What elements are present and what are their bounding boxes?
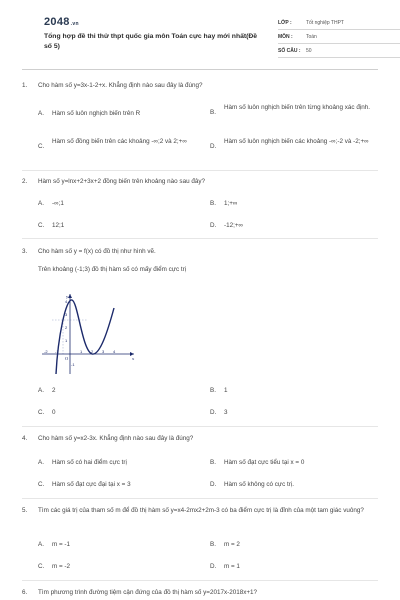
option-letter: C.	[38, 563, 45, 570]
option-text: -∞;1	[52, 200, 64, 207]
x-tick-label: 3	[102, 349, 105, 354]
option-letter: C.	[38, 409, 45, 416]
option-a[interactable]	[38, 387, 198, 396]
option-b[interactable]	[210, 104, 380, 118]
option-d[interactable]	[210, 138, 380, 152]
option-text: Hàm số không có cực trị.	[224, 481, 295, 488]
option-text: Hàm số đạt cực tiểu tại x = 0	[224, 459, 305, 466]
option-text: 1;+∞	[224, 200, 238, 207]
option-b[interactable]	[210, 541, 380, 550]
question-2	[22, 178, 378, 187]
question-number: 4.	[22, 435, 28, 442]
option-text: 12;1	[52, 222, 65, 229]
option-text: m = -1	[52, 541, 71, 548]
question-number: 2.	[22, 178, 28, 185]
option-c[interactable]	[38, 563, 198, 572]
question-4	[22, 435, 378, 444]
option-c[interactable]	[38, 481, 198, 490]
y-tick-label: 3	[65, 312, 68, 317]
question-divider	[22, 580, 378, 581]
question-divider	[22, 170, 378, 171]
option-letter: C.	[38, 222, 45, 229]
option-letter: D.	[210, 409, 217, 416]
question-number: 3.	[22, 248, 28, 255]
question-number: 5.	[22, 507, 28, 514]
site-logo[interactable]	[44, 15, 79, 30]
option-letter: D.	[210, 563, 217, 570]
option-c[interactable]	[38, 222, 198, 231]
logo-suffix: .vn	[70, 21, 79, 27]
meta-row-subject	[278, 30, 400, 44]
option-text: 2	[52, 387, 56, 394]
option-text: Hàm số luôn nghịch biến các khoảng -∞;-2 và -2;+∞	[224, 138, 369, 145]
option-text: Hàm số có hai điểm cực trị	[52, 459, 127, 466]
option-letter: C.	[38, 143, 45, 150]
option-letter: D.	[210, 222, 217, 229]
x-tick-label: -2	[44, 349, 48, 354]
question-text: Cho hàm số y=x2-3x. Khẳng định nào sau đây là đúng?	[38, 435, 194, 442]
option-letter: B.	[210, 459, 216, 466]
option-b[interactable]	[210, 200, 380, 209]
y-axis-label: y	[66, 294, 69, 299]
y-tick-label: 4	[65, 299, 68, 304]
option-c[interactable]	[38, 138, 203, 152]
option-letter: D.	[210, 143, 217, 150]
header-divider	[22, 69, 378, 70]
option-letter: A.	[38, 541, 44, 548]
option-text: -12;+∞	[224, 222, 244, 229]
document-title: Tổng hợp đề thi thử thpt quốc gia môn Toán cực hay mới nhất(Đề số 5)	[44, 33, 258, 50]
option-text: 3	[224, 409, 228, 416]
option-letter: B.	[210, 200, 216, 207]
option-letter: B.	[210, 541, 216, 548]
question-divider	[22, 238, 378, 239]
question-3	[22, 248, 378, 257]
question-text: Tìm phương trình đường tiệm cận đứng của đồ thị hàm số y=2017x-2018x+1?	[38, 589, 258, 596]
option-text: Hàm số đạt cực đại tại x = 3	[52, 481, 131, 488]
meta-label: LỚP :	[278, 20, 292, 27]
x-tick-label: 4	[113, 349, 116, 354]
option-text: Hàm số đồng biến trên các khoảng -∞;2 và 2;+∞	[52, 138, 187, 145]
option-letter: D.	[210, 481, 217, 488]
logo-text: 2048	[44, 16, 70, 28]
question-text: Hàm số y=lnx+2+3x+2 đồng biến trên khoảng nào sau đây?	[38, 178, 205, 185]
option-text: m = 2	[224, 541, 240, 548]
question-1	[22, 82, 378, 91]
option-d[interactable]	[210, 563, 380, 572]
option-letter: A.	[38, 387, 44, 394]
question-text: Cho hàm số y = f(x) có đồ thị như hình vẽ.	[38, 248, 156, 255]
option-letter: C.	[38, 481, 45, 488]
meta-value: Toán	[306, 34, 317, 41]
option-text: m = 1	[224, 563, 240, 570]
option-d[interactable]	[210, 409, 380, 418]
meta-row-class	[278, 16, 400, 30]
question-5	[22, 507, 378, 516]
option-text: 1	[224, 387, 228, 394]
y-tick-label: 1	[65, 338, 68, 343]
x-tick-label: 1	[80, 349, 83, 354]
question-6	[22, 589, 378, 598]
option-a[interactable]	[38, 200, 198, 209]
option-a[interactable]	[38, 541, 198, 550]
meta-value: 50	[306, 48, 312, 55]
option-letter: A.	[38, 200, 44, 207]
function-graph	[38, 290, 138, 376]
option-letter: B.	[210, 387, 216, 394]
question-number: 6.	[22, 589, 28, 596]
option-text: 0	[52, 409, 56, 416]
option-letter: A.	[38, 110, 44, 117]
question-subtext: Trên khoảng (-1;3) đồ thị hàm số có mấy điểm cực trị	[38, 266, 187, 273]
meta-table	[278, 16, 400, 58]
question-divider	[22, 426, 378, 427]
option-a[interactable]	[38, 459, 198, 468]
question-number: 1.	[22, 82, 28, 89]
question-text: Cho hàm số y=3x-1-2+x. Khẳng định nào sau đây là đúng?	[38, 82, 203, 89]
question-divider	[22, 498, 378, 499]
document-header	[22, 0, 378, 70]
meta-row-count	[278, 44, 400, 58]
option-letter: A.	[38, 459, 44, 466]
option-c[interactable]	[38, 409, 198, 418]
y-tick-label: 2	[65, 325, 68, 330]
option-b[interactable]	[210, 459, 380, 468]
x-axis-label: x	[132, 356, 135, 361]
meta-label: SỐ CÂU :	[278, 48, 301, 55]
option-text: m = -2	[52, 563, 71, 570]
option-text: Hàm số luôn nghịch biến trên R	[52, 110, 141, 117]
option-d[interactable]	[210, 481, 380, 490]
option-b[interactable]	[210, 387, 380, 396]
meta-label: MÔN :	[278, 34, 293, 41]
meta-value: Tốt nghiệp THPT	[306, 20, 344, 27]
x-tick-label: -1	[55, 349, 59, 354]
option-letter: B.	[210, 109, 216, 116]
option-a[interactable]	[38, 110, 198, 119]
x-tick-label: 2	[91, 349, 94, 354]
y-tick-label: -1	[71, 362, 75, 367]
option-text: Hàm số luôn nghịch biến trên từng khoảng xác định.	[224, 104, 370, 111]
question-text: Tìm các giá trị của tham số m để đồ thị hàm số y=x4-2mx2+2m-3 có ba điểm cực trị là đỉnh của một tam giác vuông?	[38, 507, 364, 514]
origin-label: O	[65, 356, 69, 361]
option-d[interactable]	[210, 222, 380, 231]
